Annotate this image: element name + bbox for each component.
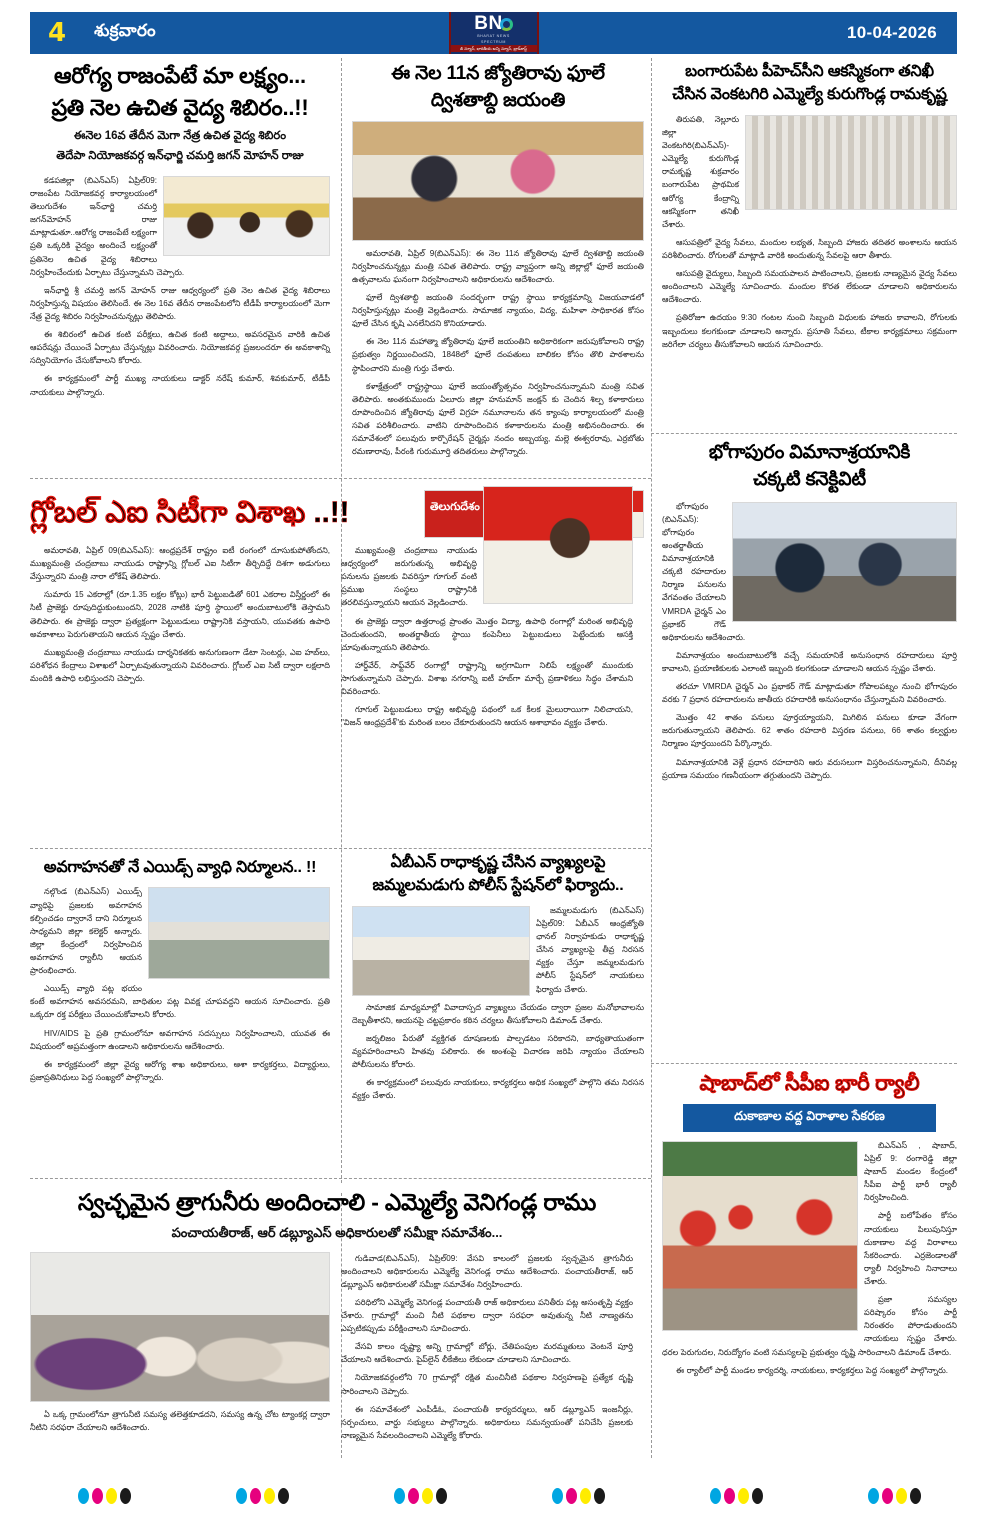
registration-dot [896,1488,907,1504]
logo-wordmark [474,14,512,33]
ai-city-c1-para-2: సుమారు 15 ఎకరాల్లో (రూ.1.35 లక్షల కోట్లు) భారీ పెట్టుబడితో 601 ఎకరాల విస్తీర్ణంలో ఈ సిటీ ప్రాజెక్టు రూపుదిద్దుకుంటుందని, 2028 నాటికి పూర్తి స్థాయిలో అందుబాటులోకి తెస్తామని తెలిపారు. ఈ ప్రాజెక్టు ద్వారా ప్రత్యక్షంగా పెట్టుబడులు రాష్ట్రానికి వస్తాయని, యువతకు ఉపాధి అవకాశాలు పెరుగుతాయని ఆయన స్పష్టం చేశారు. [30,590,330,639]
registration-dot [422,1488,433,1504]
article-ai-city [30,490,644,840]
health-camp-subhead-line2: తెదేపా నియోజకవర్గ ఇన్‌ఛార్జి చమర్తి జగన్ మోహన్ రాజు [56,150,304,163]
cpi-rally-para-3: ప్రజా సమస్యల పరిష్కారం కోసం పార్టీ నిరంతరం పోరాడుతుందని నాయకులు స్పష్టం చేశారు. ధరల పెరుగుదల, నిరుద్యోగం వంటి సమస్యలపై ప్రభుత్వం దృష్టి సారించాలని డిమాండ్ చేశారు. [662,1295,957,1357]
registration-dot [752,1488,763,1504]
article-police-complaint [352,853,644,1168]
phc-headline-line1: బంగారుపేట పీహెచ్‌సీని ఆకస్మికంగా తనిఖీ [685,63,934,80]
aids-para-4: ఈ కార్యక్రమంలో జిల్లా వైద్య ఆరోగ్య శాఖ అధికారులు, ఆశా కార్యకర్తలు, విద్యార్థులు, ప్రజాప్రతినిధులు పెద్ద సంఖ్యలో పాల్గొన్నారు. [30,1059,330,1082]
registration-dot [394,1488,405,1504]
backdrop-caption: తెలుగుదేశం [430,501,480,513]
issue-date: 10-04-2026 [847,23,937,42]
registration-dot [566,1488,577,1504]
water-headline: స్వచ్ఛమైన త్రాగునీరు అందించాలి - ఎమ్మెల్యే వెనిగండ్ల రాము [77,1189,597,1215]
cpi-rally-para-4: ఈ ర్యాలీలో పార్టీ మండల కార్యదర్శి, నాయకులు, కార్యకర్తలు పెద్ద సంఖ్యలో పాల్గొన్నారు. [676,1365,949,1375]
ai-city-c2-para-2: ఈ ప్రాజెక్టు ద్వారా ఉత్తరాంధ్ర ప్రాంతం మొత్తం విద్యా, ఉపాధి రంగాల్లో మరింత అభివృద్ధి చెందుతుందని, అంతర్జాతీయ స్థాయి కంపెనీలు పెట్టుబడులు పెట్టేందుకు ఆసక్తి చూపుతున్నాయని తెలిపారు. [341,616,633,652]
aids-headline: అవగాహనతో నే ఎయిడ్స్ వ్యాధి నిర్మూలన.. !! [43,859,317,876]
ai-city-body-col2 [341,544,633,734]
mla-phc-inspection-photo [745,115,957,210]
page-number: 4 [48,18,67,48]
phc-para-3: ఆసుపత్రి వైద్యులు, సిబ్బంది సమయపాలన పాటించాలని, ప్రజలకు నాణ్యమైన వైద్య సేవలు అందించాలని ఎమ్మెల్యే సూచించారు. మందుల కొరత లేకుండా చూడాలని అధికారులను ఆదేశించారు. [662,269,957,305]
police-para-3: జర్నలిజం పేరుతో వ్యక్తిగత దూషణలకు పాల్పడటం సరికాదని, బాధ్యతాయుతంగా వ్యవహరించాలని హితవు పలికారు. ఈ అంశంపై విచారణ జరిపి న్యాయం చేయాలని పోలీసులను కోరారు. [352,1033,644,1070]
registration-mark-group [236,1488,289,1504]
water-c2-para-2: పరిధిలోని ఎమ్మెల్యే వెనిగండ్ల పంచాయతీ రాజ్ అధికారులు పనితీరు పట్ల అసంతృప్తి వ్యక్తం చేశారు. గ్రామాల్లో మంచి నీటి పథకాల ద్వారా సరఫరా అవుతున్న నీటి నాణ్యతను ఎప్పటికప్పుడు పరీక్షించాలని సూచించారు. [341,1297,633,1334]
water-body-col2 [341,1252,633,1447]
bhogapuram-para-3: తరచూ VMRDA ఛైర్మన్ ఎం ప్రభాకర్ గౌడ్ మాట్లాడుతూ గోపాలపట్నం నుంచి భోగాపురం వరకు 7 ప్రధాన రహదారులను జాతీయ రహదారికి అనుసంధానం చేస్తున్నామని వివరించారు. [662,682,957,705]
aids-para-2: ఎయిడ్స్ వ్యాధి పట్ల భయం కంటే అవగాహన అవసరమని, బాధితుల పట్ల వివక్ష చూపవద్దని ఆయన సూచించారు. ప్రతి ఒక్కరూ రక్త పరీక్షలు చేయించుకోవాలని కోరారు. [30,984,330,1020]
police-station-protest-photo [352,906,530,996]
logo-tagline: బి న్యూస్, భారతీయ అన్ని న్యూస్, బ్రాడ్‌కాస్ట్ [451,45,537,52]
health-camp-para-4: ఈ కార్యక్రమంలో పార్టీ ముఖ్య నాయకులు డాక్టర్ నరేష్ కుమార్, శివకుమార్, టీడీపీ నాయకులు పాల్గొన్నారు. [30,374,330,397]
registration-dot [120,1488,131,1504]
phule-headline-line1: ఈ నెల 11న జ్యోతిరావు ఫూలే [391,63,605,84]
cpi-rally-para-1: బిఎన్ఎస్ , షాబాద్, ఏప్రిల్ 9: రంగారెడ్డి జిల్లా షాబాద్ మండల కేంద్రంలో సీపీఐ పార్టీ భారీ ర్యాలీ నిర్వహించింది. [864,1140,957,1203]
column-divider-2 [651,58,652,1458]
ai-city-headline: గ్లోబల్ ఎఐ సిటీగా విశాఖ ..!! [30,496,350,529]
bhogapuram-para-4: మొత్తం 42 శాతం పనులు పూర్తయ్యాయని, మిగిలిన పనులు కూడా వేగంగా జరుగుతున్నాయని తెలిపారు. 62 శాతం రహదారి విస్తరణ పనులు, 66 శాతం కల్వర్టుల నిర్మాణం పూర్తయిందని పేర్కొన్నారు. [662,713,957,749]
registration-dot [594,1488,605,1504]
article-phule-jayanti [352,62,644,472]
logo-subtitle-line2: SPECTRUM [481,39,506,44]
registration-dot [92,1488,103,1504]
phc-para-1: తిరుపతి, నెల్లూరు జిల్లా వెంకటగిరి(బిఎన్ఎస్)-ఎమ్మెల్యే కురుగొండ్ల రామకృష్ణ శుక్రవారం బంగారుపేట ప్రాథమిక ఆరోగ్య కేంద్రాన్ని ఆకస్మికంగా తనిఖీ చేశారు. [662,114,739,229]
article-cpi-rally [662,1071,957,1456]
police-para-2: సామాజిక మాధ్యమాల్లో వివాదాస్పద వ్యాఖ్యలు చేయడం ద్వారా ప్రజల మనోభావాలను దెబ్బతీశారని, ఆయనపై చట్టప్రకారం కఠిన చర్యలు తీసుకోవాలని డిమాండ్ చేశారు. [352,1002,644,1025]
water-c2-para-3: వేసవి కాలం దృష్ట్యా అన్ని గ్రామాల్లో బోర్లు, చేతిపంపుల మరమ్మతులు వెంటనే పూర్తి చేయాలని ఆదేశించారు. పైప్‌లైన్ లీకేజీలు లేకుండా చూడాలని సూచించారు. [341,1342,633,1365]
section-divider-1 [30,478,651,479]
cpi-rally-with-red-flags-photo [662,1141,858,1331]
health-camp-headline-line2: ప్రతి నెల ఉచిత వైద్య శిబిరం..!! [51,95,309,121]
cpi-rally-banner: దుకాణాల వద్ద విరాళాల సేకరణ [683,1104,937,1132]
water-c1-para-1: ఏ ఒక్క గ్రామంలోనూ త్రాగునీటి సమస్య తలెత్తకూడదని, సమస్య ఉన్న చోట ట్యాంకర్ల ద్వారా నీటిని సరఫరా చేయాలని ఆదేశించారు. [30,1409,330,1432]
phc-para-2: ఆసుపత్రిలో వైద్య సేవలు, మందుల లభ్యత, సిబ్బంది హాజరు తదితర అంశాలను ఆయన పరిశీలించారు. రోగులతో మాట్లాడి వారికి అందుతున్న సేవలపై ఆరా తీశారు. [662,237,957,261]
officials-inspecting-road-site-photo [732,502,957,622]
water-subhead: పంచాయతీరాజ్, ఆర్ డబ్ల్యూఎస్ అధికారులతో సమీక్షా సమావేశం... [171,1225,503,1241]
phule-para-1: అమరావతి, ఏప్రిల్ 9(బిఎన్ఎస్): ఈ నెల 11న జ్యోతిరావు ఫూలే ద్విశతాబ్ది జయంతి నిర్వహించనున్నట్లు మంత్రి సవిత తెలిపారు. రాష్ట్ర వ్యాప్తంగా అన్ని జిల్లాల్లో ఫూలే జయంతి ఉత్సవాలను ఘనంగా నిర్వహించాలని అధికారులను ఆదేశించారు. [352,248,644,284]
phule-para-3: ఈ నెల 11న మహాత్మా జ్యోతిరావు ఫూలే జయంతిని అధికారికంగా జరుపుకోవాలని రాష్ట్ర ప్రభుత్వం నిర్ణయించిందని, 1848లో ఫూలే దంపతులు బాలికల కోసం తొలి పాఠశాలను స్థాపించారని మంత్రి గుర్తు చేశారు. [352,337,644,373]
phc-headline-line2: చేసిన వెంకటగిరి ఎమ్మెల్యే కురుగొండ్ల రామకృష్ణ [672,86,947,104]
police-headline-line2: జమ్మలమడుగు పోలీస్ స్టేషన్‌లో ఫిర్యాదు.. [372,877,624,895]
bhogapuram-headline-line2: చక్కటి కనెక్టివిటీ [753,469,866,491]
cmyk-registration-strip [0,1482,987,1510]
registration-dot [580,1488,591,1504]
review-meeting-round-table-photo [30,1252,330,1402]
registration-dot [724,1488,735,1504]
registration-mark-group [552,1488,605,1504]
registration-dot [264,1488,275,1504]
phule-para-4: కళాక్షేత్రంలో రాష్ట్రస్థాయి ఫూలే జయంత్యోత్సవం నిర్వహించనున్నామని మంత్రి సవిత తెలిపారు. అంతకుముందు ఏలూరు జిల్లా హనుమాన్ జంక్షన్ కు చెందిన శిల్ప కళాకారులు రూపొందించిన జ్యోతిరావు ఫూలే విగ్రహ నమూనాలను తన క్యాంపు కార్యాలయంలో మంత్రి సవిత పరిశీలించారు. వాటిని రూపొందించిన కళాకారులను మంత్రి అభినందించారు. ఈ సమావేశంలో పలువురు కార్పొరేషన్ చైర్మన్లు నందం అబ్బయ్య, మల్లె ఈశ్వరరావు, ఎర్రబోతు రమణారావు, పీరంకి గురుమూర్తి తదితరులు పాల్గొన్నారు. [352,381,644,457]
health-camp-para-3: ఈ శిబిరంలో ఉచిత కంటి పరీక్షలు, ఉచిత కంటి అద్దాలు, అవసరమైన వారికి ఉచిత ఆపరేషన్లు చేయించే ఏర్పాటు చేస్తున్నట్లు వివరించారు. నియోజకవర్గ ప్రజలందరూ ఈ అవకాశాన్ని సద్వినియోగం చేసుకోవాలని కోరారు. [30,330,330,366]
registration-dot [408,1488,419,1504]
registration-dot [250,1488,261,1504]
tdp-leaders-press-meet-photo [163,176,330,256]
section-divider-3 [30,1178,651,1179]
ai-city-c1-para-3: ముఖ్యమంత్రి చంద్రబాబు నాయుడు దార్శనికతకు అనుగుణంగా డేటా సెంటర్లు, ఎఐ హబ్‌లు, పరిశోధన కేంద్రాలు విశాఖలో ఏర్పాటవుతున్నాయని వివరించారు. గ్లోబల్ ఎఐ సిటీ ద్వారా లక్షలాది మందికి ఉపాధి లభిస్తుందని చెప్పారు. [30,647,330,683]
registration-dot [910,1488,921,1504]
police-headline-line1: ఏబీఎన్ రాధాకృష్ణ చేసిన వ్యాఖ్యలపై [390,854,606,871]
aids-para-3: HIV/AIDS పై ప్రతి గ్రామంలోనూ అవగాహన సదస్సులు నిర్వహించాలని, యువత ఈ విషయంలో అప్రమత్తంగా ఉండాలని అధికారులను ఆదేశించారు. [30,1028,330,1051]
police-para-4: ఈ కార్యక్రమంలో పలువురు నాయకులు, కార్యకర్తలు అధిక సంఖ్యలో పాల్గొని తమ నిరసన వ్యక్తం చేశారు. [352,1078,644,1101]
water-c2-para-5: ఈ సమావేశంలో ఎంపీడీఓ, పంచాయతీ కార్యదర్శులు, ఆర్ డబ్ల్యూఎస్ ఇంజనీర్లు, సర్పంచులు, వార్డు సభ్యులు పాల్గొన్నారు. అధికారులు సమన్వయంతో పనిచేసి ప్రజలకు నాణ్యమైన సేవలందించాలని ఎమ్మెల్యే కోరారు. [341,1404,633,1440]
logo-letters: BN [474,13,503,35]
registration-dot [710,1488,721,1504]
registration-mark-group [394,1488,447,1504]
registration-dot [78,1488,89,1504]
registration-mark-group [710,1488,763,1504]
aids-awareness-rally-flagoff-photo [148,887,330,979]
ai-city-c2-para-3: హార్డ్‌వేర్, సాఫ్ట్‌వేర్ రంగాల్లో రాష్ట్రాన్ని అగ్రగామిగా నిలిపే లక్ష్యంతో ముందుకు సాగుతున్నామని చెప్పారు. విశాఖ నగరాన్ని ఐటీ హబ్‌గా మార్చే ప్రణాళికలు సిద్ధం చేశామని వివరించారు. [341,660,633,697]
registration-dot [106,1488,117,1504]
bhogapuram-headline-line1: భోగాపురం విమానాశ్రయానికి [708,442,911,463]
ai-city-c1-para-1: అమరావతి, ఏప్రిల్ 09(బిఎన్ఎస్): ఆంధ్రప్రదేశ్ రాష్ట్రం ఐటీ రంగంలో దూసుకుపోతోందని, ముఖ్యమంత్రి చంద్రబాబు నాయుడు రాష్ట్రాన్ని గ్లోబల్ ఎఐ సిటీగా తీర్చిదిద్దే దిశగా అడుగులు వేస్తున్నారని మంత్రి నారా లోకేష్ తెలిపారు. [30,546,330,582]
minister-portrait-photo [483,486,633,604]
water-c2-para-1: గుడివాడ(బిఎన్ఎస్), ఏప్రిల్09: వేసవి కాలంలో ప్రజలకు స్వచ్ఛమైన త్రాగునీరు అందించాలని అధికారులను ఎమ్మెల్యే వెనిగండ్ల రాము ఆదేశించారు. పంచాయతీరాజ్, ఆర్ డబ్ల్యూఎస్ అధికారులతో సమీక్షా సమావేశం నిర్వహించారు. [341,1253,633,1289]
section-divider-4 [651,433,957,434]
phule-body [352,247,644,459]
bns-logo [449,12,539,54]
ai-city-c2-para-1: ముఖ్యమంత్రి చంద్రబాబు నాయుడు ఆధ్వర్యంలో జరుగుతున్న అభివృద్ధి పనులను ప్రజలకు వివరిస్తూ గూగుల్ వంటి ప్రముఖ సంస్థలు రాష్ట్రానికి తరలివస్తున్నాయని ఆయన వెల్లడించారు. [341,546,477,608]
cpi-rally-headline: షాబాద్‌లో సీపీఐ భారీ ర్యాలీ [699,1072,920,1095]
health-camp-headline-line1: ఆరోగ్య రాజంపేటే మా లక్ష్యం... [54,63,306,88]
weekday-label: శుక్రవారం [94,21,156,40]
minister-inspecting-phule-statue-photo [352,121,644,241]
bhogapuram-para-1: భోగాపురం (బిఎన్ఎస్): భోగాపురం అంతర్జాతీయ విమానాశ్రయానికి చక్కటి రహదారుల నిర్మాణ పనులను వేగవంతం చేయాలని VMRDA ఛైర్మన్ ఎం ప్రభాకర్ గౌడ్ అధికారులను ఆదేశించారు. [662,501,746,642]
registration-dot [236,1488,247,1504]
article-phc-inspection [662,62,957,427]
registration-dot [882,1488,893,1504]
registration-mark-group [868,1488,921,1504]
masthead-bar [30,12,957,54]
page-sheet [30,58,957,1458]
registration-dot [436,1488,447,1504]
health-camp-subhead-line1: ఈనెల 16వ తేదీన మెగా నేత్ర ఉచిత వైద్య శిబిరం [73,130,287,143]
phule-headline-line2: ద్విశతాబ్ది జయంతి [430,90,566,112]
health-camp-para-1: కడపజిల్లా (బిఎన్ఎస్) ఏప్రిల్09: రాజంపేట నియోజకవర్గ కార్యాలయంలో తెలుగుదేశం ఇన్‌ఛార్జి చమర్తి జగన్‌మోహన్ రాజు మాట్లాడుతూ..ఆరోగ్య రాజంపేటే లక్ష్యంగా ప్రతి ఒక్కరికి వైద్యం అందించే లక్ష్యంతో ప్రతినెల ఉచిత వైద్య శిబిరాలు నిర్వహించేందుకు ఏర్పాటు చేస్తున్నామని చెప్పారు. [30,175,185,277]
registration-dot [552,1488,563,1504]
article-health-camp [30,62,330,472]
water-c2-para-4: నియోజకవర్గంలోని 70 గ్రామాల్లో రక్షిత మంచినీటి పథకాల నిర్వహణపై ప్రత్యేక దృష్టి సారించాలని చెప్పారు. [341,1373,633,1396]
ai-city-c2-para-4: గూగుల్ పెట్టుబడులు రాష్ట్ర అభివృద్ధి పథంలో ఒక కీలక మైలురాయిగా నిలిచాయని, "విజన్ ఆంధ్రప్రదేశ్"కు మరింత బలం చేకూరుతుందని ఆయన ఆశాభావం వ్యక్తం చేశారు. [341,705,633,728]
water-body-col1 [30,1408,330,1434]
health-camp-para-2: ఇన్‌ఛార్జి శ్రీ చమర్తి జగన్ మోహన్ రాజు ఆధ్వర్యంలో ప్రతి నెల ఉచిత వైద్య శిబిరాలు నిర్వహిస్తున్న విషయం తెలిసిందే. ఈ నెల 16వ తేదీన రాజంపేటలోని టీడీపీ కార్యాలయంలో మెగా నేత్ర వైద్య శిబిరం నిర్వహించనున్నట్లు తెలిపారు. [30,285,330,322]
registration-dot [868,1488,879,1504]
section-divider-5 [651,1063,957,1064]
bhogapuram-para-2: విమానాశ్రయం అందుబాటులోకి వచ్చే సమయానికే అనుసంధాన రహదారులు పూర్తి కావాలని, ప్రయాణికులకు ఎలాంటి ఇబ్బంది కలగకుండా చూడాలని ఆయన స్పష్టం చేశారు. [662,650,957,673]
article-aids-awareness [30,858,330,1168]
phule-para-2: ఫూలే ద్విశతాబ్ది జయంతి సందర్భంగా రాష్ట్ర స్థాయి కార్యక్రమాన్ని విజయవాడలో నిర్వహిస్తున్నట్లు మంత్రి వెల్లడించారు. సామాజిక న్యాయం, విద్య, మహిళా సాధికారత కోసం ఫూలే చేసిన కృషి ఎనలేనిదని కొనియాడారు. [352,292,644,329]
article-drinking-water [30,1188,644,1456]
police-para-1: జమ్మలమడుగు (బిఎన్ఎస్) ఏప్రిల్09: ఏబీఎన్ ఆంధ్రజ్యోతి ఛానల్ నిర్వాహకుడు రాధాకృష్ణ చేసిన వ్యాఖ్యలపై తీవ్ర నిరసన వ్యక్తం చేస్తూ జమ్మలమడుగు పోలీస్ స్టేషన్‌లో నాయకులు ఫిర్యాదు చేశారు. [536,905,644,994]
cpi-rally-para-2: పార్టీ బలోపేతం కోసం నాయకులు పిలుపునిస్తూ దుకాణాల వద్ద విరాళాలు సేకరించారు. ఎర్రజెండాలతో ర్యాలీ నిర్వహించి నినాదాలు చేశారు. [864,1211,957,1286]
registration-mark-group [78,1488,131,1504]
registration-dot [738,1488,749,1504]
aids-para-1: నల్గొండ (బిఎన్ఎస్) ఎయిడ్స్ వ్యాధిపై ప్రజలకు అవగాహన కల్పించడం ద్వారానే దాని నిర్మూలన సాధ్యమని జిల్లా కలెక్టర్ అన్నారు. జిల్లా కేంద్రంలో నిర్వహించిన అవగాహన ర్యాలీని ఆయన ప్రారంభించారు. [30,887,142,976]
logo-ring-icon [500,18,513,31]
registration-dot [278,1488,289,1504]
article-bhogapuram [662,441,957,1056]
ai-city-body-col1 [30,544,330,734]
section-divider-2 [30,848,651,849]
phc-para-4: ప్రతిరోజూ ఉదయం 9:30 గంటల నుంచి సిబ్బంది విధులకు హాజరు కావాలని, రోగులకు ఇబ్బందులు కలగకుండా చూడాలని అన్నారు. ప్రసూతి సేవలు, టీకాల కార్యక్రమాలు సక్రమంగా జరిగేలా చర్యలు తీసుకోవాలని ఆయన సూచించారు. [662,313,957,349]
logo-subtitle-line1: BHARAT NEWS [477,34,510,39]
bhogapuram-para-5: విమానాశ్రయానికి వెళ్లే ప్రధాన రహదారిని ఆరు వరుసలుగా విస్తరించనున్నామని, దీనివల్ల ప్రయాణ సమయం గణనీయంగా తగ్గుతుందని చెప్పారు. [662,757,957,780]
